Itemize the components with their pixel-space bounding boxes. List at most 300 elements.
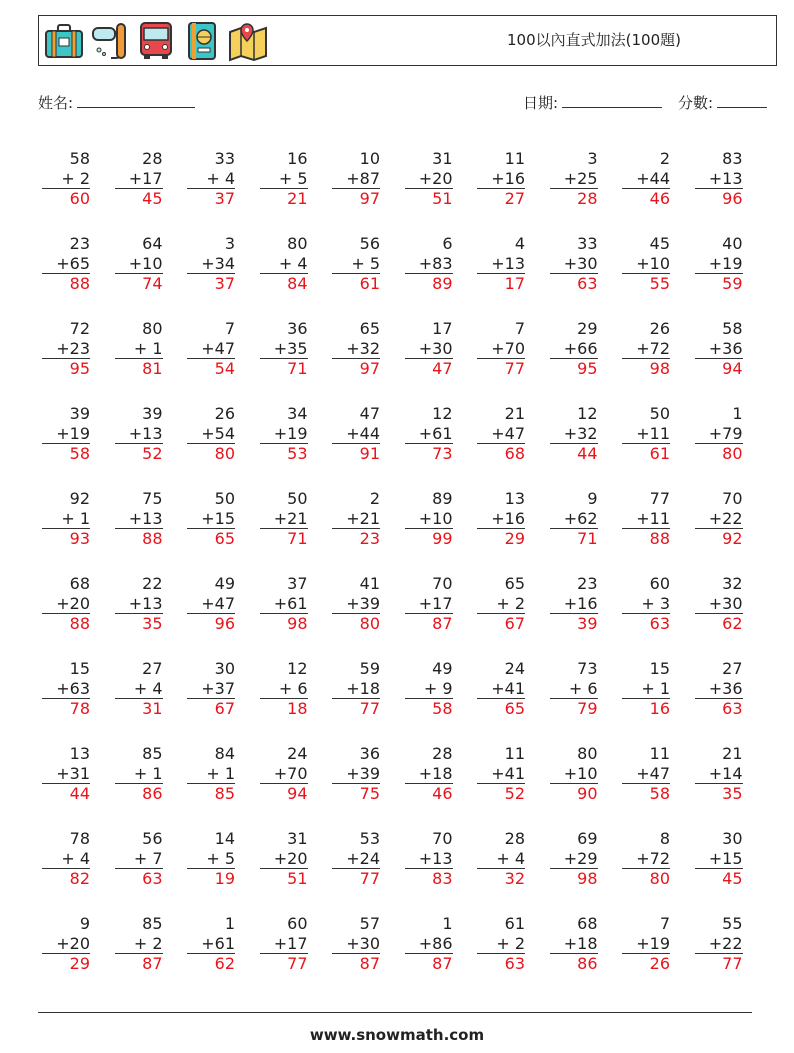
addend-bottom: +23 xyxy=(42,339,90,360)
addend-bottom: +39 xyxy=(332,594,380,615)
addend-top: 11 xyxy=(649,744,670,763)
answer: 91 xyxy=(359,444,380,463)
addend-top: 1 xyxy=(732,404,743,423)
problem-item xyxy=(405,234,453,294)
addend-top: 50 xyxy=(649,404,670,423)
answer: 98 xyxy=(287,614,308,633)
addend-bottom: +37 xyxy=(187,679,235,700)
answer: 54 xyxy=(214,359,235,378)
addend-top: 31 xyxy=(287,829,308,848)
addend-bottom: + 1 xyxy=(42,509,90,530)
addend-bottom: +18 xyxy=(332,679,380,700)
addend-bottom: +20 xyxy=(260,849,308,870)
problem-item xyxy=(187,489,235,549)
addend-top: 40 xyxy=(722,234,743,253)
addend-bottom: +24 xyxy=(332,849,380,870)
addend-bottom: +25 xyxy=(550,169,598,190)
problem-item xyxy=(405,744,453,804)
addend-top: 33 xyxy=(577,234,598,253)
answer: 75 xyxy=(359,784,380,803)
addend-top: 24 xyxy=(287,744,308,763)
addend-top: 85 xyxy=(142,744,163,763)
answer: 83 xyxy=(432,869,453,888)
addend-top: 9 xyxy=(587,489,598,508)
answer: 21 xyxy=(287,189,308,208)
addend-top: 3 xyxy=(224,234,235,253)
addend-bottom: +72 xyxy=(622,339,670,360)
addend-top: 83 xyxy=(722,149,743,168)
addend-top: 23 xyxy=(69,234,90,253)
addend-bottom: +20 xyxy=(405,169,453,190)
addend-top: 4 xyxy=(514,234,525,253)
addend-bottom: +14 xyxy=(695,764,743,785)
answer: 77 xyxy=(287,954,308,973)
answer: 37 xyxy=(214,189,235,208)
answer: 65 xyxy=(504,699,525,718)
addend-top: 80 xyxy=(577,744,598,763)
addend-bottom: +32 xyxy=(332,339,380,360)
answer: 63 xyxy=(504,954,525,973)
addend-top: 10 xyxy=(359,149,380,168)
answer: 67 xyxy=(214,699,235,718)
addend-top: 55 xyxy=(722,914,743,933)
addend-bottom: + 6 xyxy=(550,679,598,700)
addend-bottom: + 2 xyxy=(477,934,525,955)
answer: 63 xyxy=(577,274,598,293)
answer: 60 xyxy=(69,189,90,208)
addend-top: 30 xyxy=(722,829,743,848)
addend-bottom: +17 xyxy=(405,594,453,615)
addend-bottom: +17 xyxy=(115,169,163,190)
addend-bottom: + 4 xyxy=(477,849,525,870)
problem-item xyxy=(332,744,380,804)
problem-item xyxy=(42,659,90,719)
answer: 80 xyxy=(722,444,743,463)
problem-item xyxy=(405,319,453,379)
answer: 39 xyxy=(577,614,598,633)
addend-bottom: +32 xyxy=(550,424,598,445)
problem-item xyxy=(42,234,90,294)
addend-top: 17 xyxy=(432,319,453,338)
addend-top: 34 xyxy=(287,404,308,423)
problem-item xyxy=(695,744,743,804)
answer: 88 xyxy=(69,614,90,633)
addend-bottom: +35 xyxy=(260,339,308,360)
passport-icon xyxy=(181,20,223,62)
addend-bottom: + 2 xyxy=(477,594,525,615)
answer: 18 xyxy=(287,699,308,718)
answer: 46 xyxy=(432,784,453,803)
answer: 23 xyxy=(359,529,380,548)
addend-bottom: + 1 xyxy=(115,339,163,360)
answer: 63 xyxy=(722,699,743,718)
addend-bottom: +47 xyxy=(477,424,525,445)
problem-item xyxy=(260,234,308,294)
score-blank[interactable] xyxy=(717,93,767,108)
problem-item xyxy=(405,149,453,209)
addend-bottom: + 2 xyxy=(42,169,90,190)
answer: 99 xyxy=(432,529,453,548)
problem-item xyxy=(477,914,525,974)
addend-bottom: +13 xyxy=(695,169,743,190)
addend-bottom: +10 xyxy=(550,764,598,785)
problem-item xyxy=(260,829,308,889)
addend-top: 2 xyxy=(369,489,380,508)
problem-item xyxy=(332,319,380,379)
addend-top: 13 xyxy=(504,489,525,508)
addend-top: 9 xyxy=(79,914,90,933)
addend-top: 3 xyxy=(587,149,598,168)
addend-top: 31 xyxy=(432,149,453,168)
problem-item xyxy=(115,829,163,889)
addend-top: 21 xyxy=(722,744,743,763)
problem-item xyxy=(622,744,670,804)
answer: 29 xyxy=(69,954,90,973)
problem-item xyxy=(477,319,525,379)
addend-top: 61 xyxy=(504,914,525,933)
addend-top: 33 xyxy=(214,149,235,168)
snorkel-icon xyxy=(89,20,131,62)
problem-item xyxy=(332,574,380,634)
addend-top: 12 xyxy=(432,404,453,423)
addend-top: 23 xyxy=(577,574,598,593)
addend-top: 27 xyxy=(142,659,163,678)
addend-bottom: + 2 xyxy=(115,934,163,955)
addend-top: 6 xyxy=(442,234,453,253)
addend-bottom: +10 xyxy=(115,254,163,275)
problem-item xyxy=(42,489,90,549)
answer: 32 xyxy=(504,869,525,888)
addend-top: 78 xyxy=(69,829,90,848)
answer: 17 xyxy=(504,274,525,293)
addend-top: 45 xyxy=(649,234,670,253)
answer: 77 xyxy=(722,954,743,973)
answer: 55 xyxy=(649,274,670,293)
answer: 88 xyxy=(649,529,670,548)
problem-item xyxy=(695,574,743,634)
answer: 51 xyxy=(432,189,453,208)
answer: 98 xyxy=(649,359,670,378)
addend-bottom: +47 xyxy=(622,764,670,785)
addend-bottom: + 5 xyxy=(332,254,380,275)
addend-top: 60 xyxy=(287,914,308,933)
problem-item xyxy=(622,914,670,974)
answer: 96 xyxy=(214,614,235,633)
problem-item xyxy=(405,659,453,719)
answer: 27 xyxy=(504,189,525,208)
addend-top: 49 xyxy=(214,574,235,593)
problem-item xyxy=(42,574,90,634)
problem-item xyxy=(260,574,308,634)
addend-bottom: +47 xyxy=(187,339,235,360)
answer: 19 xyxy=(214,869,235,888)
name-blank[interactable] xyxy=(77,93,195,108)
addend-top: 16 xyxy=(287,149,308,168)
addend-bottom: +41 xyxy=(477,764,525,785)
addend-bottom: +83 xyxy=(405,254,453,275)
answer: 88 xyxy=(142,529,163,548)
addend-bottom: +10 xyxy=(405,509,453,530)
addend-top: 58 xyxy=(722,319,743,338)
addend-top: 56 xyxy=(142,829,163,848)
addend-top: 28 xyxy=(142,149,163,168)
problem-item xyxy=(115,574,163,634)
addend-bottom: +30 xyxy=(550,254,598,275)
problem-item xyxy=(187,149,235,209)
addend-top: 47 xyxy=(359,404,380,423)
addend-top: 72 xyxy=(69,319,90,338)
problem-item xyxy=(260,149,308,209)
answer: 85 xyxy=(214,784,235,803)
problem-item xyxy=(332,404,380,464)
addend-bottom: +13 xyxy=(477,254,525,275)
problem-item xyxy=(405,829,453,889)
problem-item xyxy=(622,404,670,464)
addend-bottom: + 4 xyxy=(115,679,163,700)
addend-bottom: +61 xyxy=(187,934,235,955)
addend-bottom: +47 xyxy=(187,594,235,615)
addend-bottom: + 5 xyxy=(260,169,308,190)
answer: 86 xyxy=(577,954,598,973)
problem-item xyxy=(332,234,380,294)
addend-top: 92 xyxy=(69,489,90,508)
answer: 45 xyxy=(142,189,163,208)
problem-item xyxy=(405,404,453,464)
problem-item xyxy=(405,914,453,974)
answer: 77 xyxy=(359,869,380,888)
addend-bottom: +30 xyxy=(695,594,743,615)
answer: 84 xyxy=(287,274,308,293)
addend-bottom: +13 xyxy=(115,509,163,530)
addend-bottom: + 3 xyxy=(622,594,670,615)
addend-bottom: +16 xyxy=(550,594,598,615)
answer: 90 xyxy=(577,784,598,803)
addend-bottom: +21 xyxy=(332,509,380,530)
addend-bottom: +36 xyxy=(695,679,743,700)
answer: 62 xyxy=(214,954,235,973)
answer: 67 xyxy=(504,614,525,633)
problem-item xyxy=(550,744,598,804)
addend-bottom: +19 xyxy=(622,934,670,955)
addend-top: 26 xyxy=(214,404,235,423)
problem-item xyxy=(550,489,598,549)
problem-item xyxy=(550,829,598,889)
problem-item xyxy=(622,489,670,549)
answer: 80 xyxy=(649,869,670,888)
addend-top: 15 xyxy=(649,659,670,678)
problem-item xyxy=(477,829,525,889)
icon-strip xyxy=(43,20,269,62)
addend-bottom: +16 xyxy=(477,509,525,530)
addend-bottom: +66 xyxy=(550,339,598,360)
addend-top: 64 xyxy=(142,234,163,253)
addend-top: 73 xyxy=(577,659,598,678)
addend-bottom: +22 xyxy=(695,509,743,530)
answer: 46 xyxy=(649,189,670,208)
addend-top: 70 xyxy=(722,489,743,508)
addend-bottom: +34 xyxy=(187,254,235,275)
problem-item xyxy=(477,659,525,719)
problem-item xyxy=(550,149,598,209)
problem-item xyxy=(695,914,743,974)
addend-bottom: +18 xyxy=(550,934,598,955)
problem-item xyxy=(115,914,163,974)
date-blank[interactable] xyxy=(562,93,662,108)
addend-top: 85 xyxy=(142,914,163,933)
addend-top: 7 xyxy=(514,319,525,338)
addend-top: 1 xyxy=(442,914,453,933)
addend-top: 27 xyxy=(722,659,743,678)
problem-item xyxy=(477,234,525,294)
answer: 52 xyxy=(142,444,163,463)
addend-bottom: +13 xyxy=(405,849,453,870)
addend-top: 80 xyxy=(287,234,308,253)
addend-top: 14 xyxy=(214,829,235,848)
addend-bottom: +21 xyxy=(260,509,308,530)
problem-item xyxy=(115,489,163,549)
addend-bottom: + 6 xyxy=(260,679,308,700)
problem-item xyxy=(695,829,743,889)
addend-top: 11 xyxy=(504,744,525,763)
addend-bottom: +54 xyxy=(187,424,235,445)
problem-item xyxy=(115,234,163,294)
answer: 61 xyxy=(649,444,670,463)
problem-item xyxy=(332,914,380,974)
problem-item xyxy=(115,319,163,379)
problem-item xyxy=(187,829,235,889)
addend-bottom: +15 xyxy=(187,509,235,530)
addend-bottom: +10 xyxy=(622,254,670,275)
answer: 16 xyxy=(649,699,670,718)
answer: 37 xyxy=(214,274,235,293)
answer: 87 xyxy=(142,954,163,973)
answer: 71 xyxy=(577,529,598,548)
answer: 63 xyxy=(649,614,670,633)
addend-bottom: + 1 xyxy=(187,764,235,785)
answer: 58 xyxy=(69,444,90,463)
answer: 97 xyxy=(359,359,380,378)
addend-bottom: + 7 xyxy=(115,849,163,870)
addend-top: 11 xyxy=(504,149,525,168)
answer: 52 xyxy=(504,784,525,803)
problem-item xyxy=(622,234,670,294)
answer: 28 xyxy=(577,189,598,208)
score-field xyxy=(678,92,767,113)
answer: 81 xyxy=(142,359,163,378)
problem-item xyxy=(115,149,163,209)
problem-item xyxy=(260,914,308,974)
addend-bottom: +15 xyxy=(695,849,743,870)
addend-bottom: +20 xyxy=(42,594,90,615)
problem-item xyxy=(622,149,670,209)
addend-bottom: +11 xyxy=(622,424,670,445)
addend-bottom: +17 xyxy=(260,934,308,955)
answer: 53 xyxy=(287,444,308,463)
problem-item xyxy=(332,149,380,209)
addend-top: 21 xyxy=(504,404,525,423)
problem-item xyxy=(115,404,163,464)
addend-bottom: +87 xyxy=(332,169,380,190)
answer: 44 xyxy=(577,444,598,463)
problem-item xyxy=(187,574,235,634)
problem-item xyxy=(332,489,380,549)
answer: 80 xyxy=(214,444,235,463)
addend-top: 7 xyxy=(224,319,235,338)
problem-item xyxy=(187,234,235,294)
addend-bottom: + 5 xyxy=(187,849,235,870)
problem-item xyxy=(550,319,598,379)
answer: 71 xyxy=(287,529,308,548)
answer: 35 xyxy=(722,784,743,803)
addend-top: 50 xyxy=(287,489,308,508)
footer-divider xyxy=(38,1012,752,1013)
answer: 87 xyxy=(359,954,380,973)
addend-top: 68 xyxy=(577,914,598,933)
answer: 29 xyxy=(504,529,525,548)
addend-bottom: +18 xyxy=(405,764,453,785)
answer: 78 xyxy=(69,699,90,718)
answer: 74 xyxy=(142,274,163,293)
addend-top: 60 xyxy=(649,574,670,593)
answer: 93 xyxy=(69,529,90,548)
answer: 79 xyxy=(577,699,598,718)
answer: 87 xyxy=(432,614,453,633)
addend-top: 12 xyxy=(287,659,308,678)
addend-top: 70 xyxy=(432,574,453,593)
addend-top: 28 xyxy=(432,744,453,763)
addend-bottom: + 4 xyxy=(187,169,235,190)
problem-item xyxy=(622,829,670,889)
problem-item xyxy=(550,914,598,974)
addend-bottom: +70 xyxy=(477,339,525,360)
problem-item xyxy=(42,319,90,379)
addend-top: 80 xyxy=(142,319,163,338)
problem-item xyxy=(332,829,380,889)
answer: 63 xyxy=(142,869,163,888)
problem-item xyxy=(695,149,743,209)
problem-item xyxy=(695,319,743,379)
answer: 77 xyxy=(359,699,380,718)
name-field xyxy=(38,92,195,113)
answer: 65 xyxy=(214,529,235,548)
answer: 95 xyxy=(69,359,90,378)
addend-top: 39 xyxy=(69,404,90,423)
footer-url: www.snowmath.com xyxy=(309,1026,485,1044)
addend-bottom: +86 xyxy=(405,934,453,955)
addend-bottom: +16 xyxy=(477,169,525,190)
answer: 31 xyxy=(142,699,163,718)
addend-bottom: +44 xyxy=(332,424,380,445)
addend-bottom: +61 xyxy=(260,594,308,615)
addend-top: 70 xyxy=(432,829,453,848)
problem-item xyxy=(260,659,308,719)
addend-bottom: +72 xyxy=(622,849,670,870)
addend-bottom: +36 xyxy=(695,339,743,360)
answer: 51 xyxy=(287,869,308,888)
addend-bottom: +65 xyxy=(42,254,90,275)
addend-bottom: +30 xyxy=(405,339,453,360)
header-box xyxy=(38,15,777,66)
addend-top: 49 xyxy=(432,659,453,678)
problem-item xyxy=(42,404,90,464)
addend-top: 24 xyxy=(504,659,525,678)
addend-top: 41 xyxy=(359,574,380,593)
problem-item xyxy=(477,574,525,634)
addend-top: 53 xyxy=(359,829,380,848)
addend-top: 13 xyxy=(69,744,90,763)
addend-bottom: +29 xyxy=(550,849,598,870)
answer: 80 xyxy=(359,614,380,633)
